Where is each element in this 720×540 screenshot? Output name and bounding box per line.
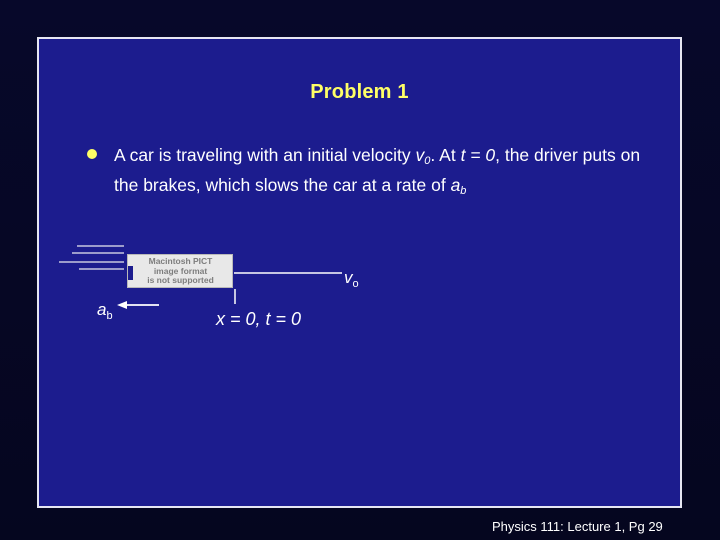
bullet-row xyxy=(87,143,647,203)
slide-footer: Physics 111: Lecture 1, Pg 29 xyxy=(492,519,663,534)
velocity-symbol: v xyxy=(415,145,425,165)
origin-label: x = 0, t = 0 xyxy=(216,309,302,329)
acceleration-subscript: b xyxy=(460,185,467,197)
bullet-text xyxy=(114,143,647,203)
bullet-text-part: . At xyxy=(430,145,461,165)
pict-left-bar xyxy=(128,266,133,280)
velocity-label xyxy=(344,268,359,290)
pict-text-line: Macintosh PICT xyxy=(148,256,213,266)
deceleration-label-subscript: b xyxy=(106,310,113,322)
deceleration-label-symbol: a xyxy=(97,300,107,319)
bullet-icon xyxy=(87,149,97,159)
bullet-text-part: , the driver puts on the brakes, which slows the car at a rate of xyxy=(114,145,641,195)
pict-text-line: is not supported xyxy=(147,275,214,285)
slide-frame xyxy=(37,37,682,508)
speed-lines xyxy=(59,246,124,269)
velocity-label-subscript: o xyxy=(352,278,359,290)
time-condition: t = 0 xyxy=(460,145,496,165)
slide-title: Problem 1 xyxy=(310,81,409,103)
car-image-placeholder xyxy=(127,254,233,288)
velocity-subscript: 0 xyxy=(424,155,431,167)
pict-text-line: image format xyxy=(153,265,208,276)
acceleration-symbol: a xyxy=(450,175,461,195)
deceleration-label xyxy=(97,300,113,322)
bullet-text-part: A car is traveling with an initial velocity xyxy=(114,145,416,165)
velocity-label-symbol: v xyxy=(344,268,353,287)
deceleration-arrow xyxy=(117,301,159,309)
